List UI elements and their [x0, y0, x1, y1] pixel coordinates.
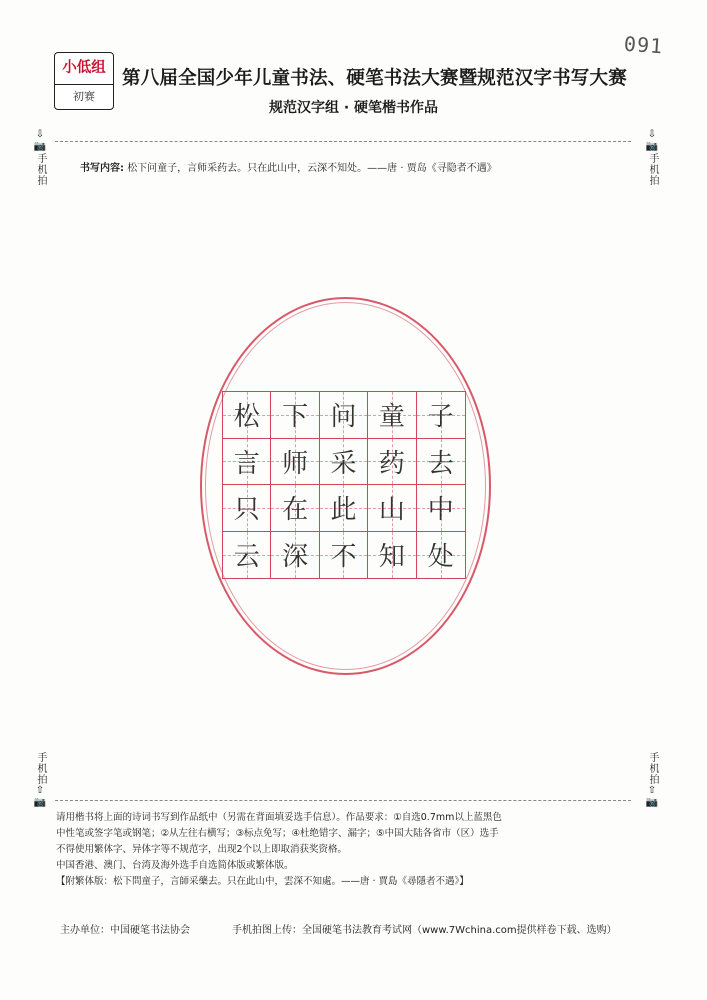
grid-cell — [223, 485, 271, 532]
traditional-version: 【附繁体版：松下問童子，言師采藥去。只在此山中，雲深不知處。——唐 · 賈島《尋隱者不遇》】 — [56, 876, 469, 887]
grid-cell — [368, 532, 416, 579]
top-cut-line — [55, 141, 631, 142]
grid-char: 采 — [330, 448, 357, 479]
grid-char: 药 — [378, 448, 405, 479]
writing-content-label: 书写内容: — [80, 163, 124, 174]
photo-mark-text: 手机拍 — [647, 752, 658, 785]
grid-cell — [320, 485, 368, 532]
camera-icon: ⇩📷 — [33, 129, 47, 152]
grid-cell — [417, 392, 465, 439]
round-label: 初赛 — [73, 90, 95, 103]
grid-char: 下 — [282, 402, 309, 433]
requirements-line: 不得使用繁体字、异体字等不规范字，出现2个以上即取消获奖资格。 — [56, 844, 348, 855]
page-title: 第八届全国少年儿童书法、硬笔书法大赛暨规范汉字书写大赛 — [122, 68, 627, 89]
grid-char: 童 — [378, 402, 405, 433]
grid-char: 山 — [378, 495, 405, 526]
camera-icon: ⇩📷 — [645, 129, 659, 152]
grid-cell — [223, 392, 271, 439]
grid-cell — [320, 532, 368, 579]
camera-icon: ⇧📷 — [33, 785, 47, 808]
grid-cell — [223, 439, 271, 486]
grid-char: 松 — [233, 402, 260, 433]
photo-mark-bottom-left — [31, 752, 49, 809]
grid-char: 此 — [330, 495, 357, 526]
photo-mark-top-right — [643, 129, 661, 186]
grid-char: 云 — [233, 542, 260, 573]
grid-cell — [320, 392, 368, 439]
grid-cell — [417, 485, 465, 532]
grid-char: 问 — [330, 402, 357, 433]
photo-mark-bottom-right — [643, 752, 661, 809]
requirements-block — [56, 810, 648, 890]
grid-char: 去 — [427, 448, 454, 479]
grid-char: 中 — [427, 495, 454, 526]
photo-mark-text: 手机拍 — [35, 153, 46, 186]
writing-content-text: 松下问童子，言师采药去。只在此山中，云深不知处。——唐 · 贾岛《寻隐者不遇》 — [127, 163, 497, 174]
grid-char: 子 — [427, 402, 454, 433]
grid-cell — [223, 532, 271, 579]
grid-cell — [271, 439, 319, 486]
page-subtitle: 规范汉字组 · 硬笔楷书作品 — [268, 100, 439, 116]
upload-info: 手机拍图上传：全国硬笔书法教育考试网（www.7Wchina.com提供样卷下载、选购） — [232, 925, 617, 936]
requirements-line: 请用楷书将上面的诗词书写到作品纸中（另需在背面填妥选手信息）。作品要求：①自选0.7mm以上蓝黑色 — [56, 812, 502, 823]
bottom-cut-line — [55, 800, 631, 801]
grid-char: 知 — [378, 542, 405, 573]
requirements-line: 中国香港、澳门、台湾及海外选手自选简体版或繁体版。 — [56, 860, 294, 871]
grid-cell — [271, 392, 319, 439]
group-label: 小低组 — [55, 53, 113, 85]
organizer: 主办单位：中国硬笔书法协会 — [60, 925, 190, 936]
grid-cell — [417, 439, 465, 486]
requirements-line: 中性笔或签字笔或钢笔；②从左往右横写；③标点免写；④杜绝错字、漏字；⑤中国大陆各省市（区）选手 — [56, 828, 499, 839]
writing-content — [80, 159, 497, 174]
grid-char: 师 — [282, 448, 309, 479]
grid-cell — [368, 439, 416, 486]
serial-number: 091 — [623, 31, 664, 59]
grid-char: 言 — [233, 448, 260, 479]
grid-char: 只 — [233, 495, 260, 526]
grid-cell — [271, 485, 319, 532]
photo-mark-text: 手机拍 — [35, 752, 46, 785]
grid-char: 处 — [427, 542, 454, 573]
grid-cell — [271, 532, 319, 579]
camera-icon: ⇧📷 — [645, 785, 659, 808]
grid-char: 不 — [330, 542, 357, 573]
writing-grid — [222, 391, 466, 579]
grid-cell — [417, 532, 465, 579]
photo-mark-text: 手机拍 — [647, 153, 658, 186]
grid-cell — [368, 392, 416, 439]
grid-cell — [368, 485, 416, 532]
grid-cell — [320, 439, 368, 486]
photo-mark-top-left — [31, 129, 49, 186]
grid-char: 深 — [282, 542, 309, 573]
grid-char: 在 — [282, 495, 309, 526]
